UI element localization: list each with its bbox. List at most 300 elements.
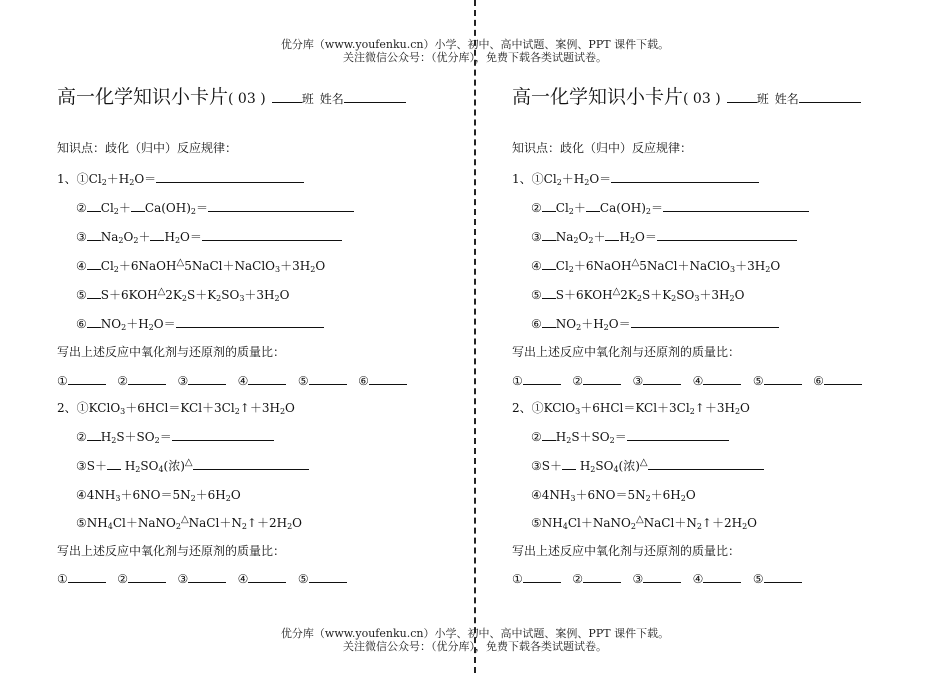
ratio-number: ⑤: [752, 374, 764, 388]
formula-part: ＝: [159, 430, 172, 444]
coef-blank: [87, 316, 101, 328]
formula-part: S＋: [86, 459, 107, 473]
coef-blank: [87, 229, 101, 241]
eq-number: ①: [76, 172, 89, 186]
subscript: 4: [107, 522, 113, 531]
ratio-number: ⑤: [297, 572, 309, 586]
name-blank: [799, 91, 861, 103]
g1-eq-1: [512, 171, 759, 187]
subscript: 2: [645, 494, 651, 503]
formula-part: ＋3H: [735, 259, 766, 273]
subscript: 4: [613, 465, 619, 474]
coef-blank: [542, 429, 556, 441]
eq-number: ⑤: [531, 288, 542, 302]
ratio-blank: [643, 571, 681, 583]
card-left: [57, 84, 477, 586]
formula-part: O: [279, 288, 290, 302]
answer-blank: [193, 458, 309, 470]
formula-part: ＋6NO＝5N: [120, 488, 191, 502]
name-label: 姓名: [319, 92, 344, 106]
formula-part: Cl＋NaNO: [112, 516, 176, 530]
eq-number: ⑤: [76, 516, 87, 530]
formula-part: S＋K: [641, 288, 672, 302]
subscript: 3: [575, 407, 581, 416]
formula-part: S＋6KOH: [555, 288, 613, 302]
subscript: 2: [154, 436, 160, 445]
formula-part: 2K: [620, 288, 637, 302]
coef-blank: [605, 229, 619, 241]
card-title: [512, 84, 932, 112]
eq-number: ①: [76, 401, 89, 415]
ratio-number: ①: [512, 572, 523, 586]
formula-part: O: [747, 516, 758, 530]
formula-part: O＝: [589, 172, 612, 186]
subscript: 3: [694, 294, 700, 303]
subscript: 2: [590, 465, 596, 474]
formula-part: NH: [86, 516, 108, 530]
eq-number: ⑤: [76, 288, 87, 302]
subscript: 3: [115, 494, 121, 503]
topic-line: 知识点：歧化（归中）反应规律：: [57, 141, 238, 155]
subscript: 3: [570, 494, 576, 503]
ratio-blank: [68, 571, 106, 583]
subscript: 2: [629, 236, 636, 245]
g1-eq-6: [57, 316, 324, 332]
g1-eq-2: [512, 200, 809, 216]
formula-part: Na: [100, 230, 119, 244]
formula-part: H: [619, 230, 630, 244]
subscript: 2: [734, 407, 741, 416]
g2-eq-2: [512, 429, 729, 445]
eq-number: ③: [531, 459, 542, 473]
subscript: 3: [730, 265, 736, 274]
answer-blank: [657, 229, 797, 241]
formula-part: O: [578, 230, 589, 244]
ratio-number: ①: [512, 374, 523, 388]
eq-number: ⑤: [531, 516, 542, 530]
ratio-blank: [583, 373, 621, 385]
formula-part: S＋K: [186, 288, 217, 302]
eq-number: ③: [76, 230, 87, 244]
formula-part: ＋6NaOH: [118, 259, 177, 273]
subscript: 2: [133, 236, 139, 245]
formula-part: O: [315, 259, 326, 273]
subscript: 2: [190, 207, 197, 216]
eq-number: ④: [531, 259, 542, 273]
subscript: 2: [568, 207, 574, 216]
subscript: 2: [696, 522, 702, 531]
g2-eq-5: [57, 515, 302, 533]
formula-part: ＝: [614, 430, 627, 444]
topic-line: 知识点：歧化（归中）反应规律：: [512, 141, 693, 155]
formula-part: H: [100, 430, 112, 444]
g2-eq-3: [57, 458, 309, 476]
card-number: ( 03 ): [683, 91, 721, 107]
eq-number: ③: [76, 459, 87, 473]
subscript: 3: [275, 265, 281, 274]
header-line-2: 关注微信公众号：（优分库），免费下载各类试题试卷。: [343, 51, 607, 64]
subscript: 2: [680, 494, 686, 503]
formula-part: SO: [140, 459, 159, 473]
coef-blank: [542, 200, 556, 212]
formula-part: NaCl＋N: [643, 516, 697, 530]
coef-blank: [131, 200, 145, 212]
ratio-row-1: [57, 373, 407, 389]
eq-number: ⑥: [531, 317, 542, 331]
formula-part: Na: [555, 230, 574, 244]
coef-blank: [150, 229, 164, 241]
ratio-row-2: [512, 571, 802, 587]
ratio-blank: [583, 571, 621, 583]
coef-blank: [87, 429, 101, 441]
subscript: 2: [556, 178, 562, 187]
g2-eq-5: [512, 515, 757, 533]
formula-part: Cl: [100, 201, 114, 215]
subscript: 2: [310, 265, 316, 274]
g1-eq-4: [57, 258, 325, 276]
eq-number: ①: [531, 401, 544, 415]
formula-part: Ca(OH): [144, 201, 191, 215]
eq-number: ④: [531, 488, 542, 502]
class-blank: [272, 91, 302, 103]
subscript: 4: [562, 522, 568, 531]
eq-number: ③: [531, 230, 542, 244]
ratio-blank: [703, 571, 741, 583]
subscript: 2: [573, 236, 579, 245]
subscript: 3: [239, 294, 245, 303]
formula-part: Cl: [100, 259, 114, 273]
ratio-blank: [248, 373, 286, 385]
formula-part: H: [579, 459, 591, 473]
subscript: 2: [174, 236, 181, 245]
formula-part: O＝: [635, 230, 657, 244]
ratio-blank: [248, 571, 286, 583]
subscript: 2: [135, 465, 141, 474]
subscript: 2: [609, 436, 615, 445]
formula-part: ＋3H: [244, 288, 275, 302]
subscript: 2: [175, 522, 181, 531]
subscript: 2: [118, 236, 124, 245]
formula-part: ＋3H: [280, 259, 311, 273]
ratio-blank: [523, 373, 561, 385]
subscript: 2: [101, 178, 107, 187]
group-1-label: 1、: [57, 172, 77, 186]
formula-part: O＝: [180, 230, 202, 244]
formula-part: S＋6KOH: [100, 288, 158, 302]
answer-blank: [631, 316, 779, 328]
formula-part: Ca(OH): [599, 201, 646, 215]
name-blank: [344, 91, 406, 103]
subscript: 2: [129, 178, 135, 187]
g2-eq-2: [57, 429, 274, 445]
coef-blank: [87, 258, 101, 270]
formula-part: 2K: [165, 288, 182, 302]
coef-blank: [107, 458, 121, 470]
formula-part: ＋H: [126, 317, 149, 331]
formula-part: ↑＋2H: [246, 516, 288, 530]
card-number: ( 03 ): [228, 91, 266, 107]
subscript: 2: [148, 323, 154, 332]
heat-icon: △: [180, 514, 189, 525]
g1-eq-3: [57, 229, 342, 245]
ratio-number: ①: [57, 572, 68, 586]
formula-part: ↑＋3H: [239, 401, 280, 415]
ratio-number: ②: [572, 572, 583, 586]
subscript: 2: [729, 294, 735, 303]
formula-part: ＋6HCl＝KCl＋3Cl: [125, 401, 235, 415]
ratio-prompt-2: 写出上述反应中氧化剂与还原剂的质量比：: [57, 544, 286, 558]
subscript: 2: [742, 522, 748, 531]
ratio-blank: [68, 373, 106, 385]
formula-part: ＝: [196, 201, 209, 215]
ratio-blank: [309, 373, 347, 385]
formula-part: O: [285, 401, 295, 415]
subscript: 2: [671, 294, 677, 303]
g1-eq-1: [57, 171, 304, 187]
formula-part: 5NaCl＋NaClO: [184, 259, 276, 273]
g2-eq-1: [57, 400, 295, 416]
group-2-label: 2、: [512, 401, 532, 415]
formula-part: Cl＋NaNO: [567, 516, 631, 530]
formula-part: S＋SO: [116, 430, 155, 444]
ratio-number: ①: [57, 374, 68, 388]
title-text: 高一化学知识小卡片: [57, 86, 229, 108]
g1-eq-6: [512, 316, 779, 332]
ratio-number: ②: [117, 572, 128, 586]
heat-icon: △: [635, 514, 644, 525]
ratio-row-2: [57, 571, 347, 587]
formula-part: ＋6HCl＝KCl＋3Cl: [580, 401, 690, 415]
formula-part: ＋6NaOH: [573, 259, 632, 273]
class-blank: [727, 91, 757, 103]
subscript: 2: [630, 522, 636, 531]
formula-part: ＋: [573, 201, 586, 215]
formula-part: ＋: [593, 230, 606, 244]
eq-number: ①: [531, 172, 544, 186]
subscript: 2: [216, 294, 222, 303]
subscript: 2: [190, 494, 196, 503]
formula-part: O: [230, 488, 241, 502]
subscript: 2: [566, 436, 572, 445]
ratio-blank: [188, 571, 226, 583]
subscript: 2: [111, 436, 117, 445]
subscript: 2: [645, 207, 652, 216]
header-line-1: 优分库（www.youfenku.cn）小学、初中、高中试题、案例、PPT 课件下载。: [280, 38, 670, 51]
answer-blank: [648, 458, 764, 470]
subscript: 2: [689, 407, 695, 416]
formula-part: S＋SO: [571, 430, 610, 444]
formula-part: ＋: [138, 230, 151, 244]
formula-part: H: [164, 230, 175, 244]
ratio-number: ⑥: [358, 374, 369, 388]
card-right: [512, 84, 932, 586]
heat-icon: △: [612, 286, 621, 297]
formula-part: O: [734, 288, 745, 302]
g2-eq-4: [57, 487, 241, 503]
group-1-label: 1、: [512, 172, 532, 186]
subscript: 2: [568, 265, 574, 274]
subscript: 2: [113, 265, 119, 274]
g2-eq-1: [512, 400, 750, 416]
formula-part: S＋: [541, 459, 562, 473]
formula-part: NH: [541, 516, 563, 530]
heat-icon: △: [157, 286, 166, 297]
formula-part: O: [123, 230, 134, 244]
answer-blank: [176, 316, 324, 328]
heat-icon: △: [184, 457, 193, 468]
formula-part: 5NaCl＋NaClO: [639, 259, 731, 273]
ratio-blank: [309, 571, 347, 583]
formula-part: ＋H: [581, 317, 604, 331]
formula-part: O: [292, 516, 303, 530]
subscript: 2: [241, 522, 247, 531]
ratio-blank: [128, 571, 166, 583]
answer-blank: [611, 171, 759, 183]
answer-blank: [202, 229, 342, 241]
subscript: 2: [181, 294, 187, 303]
class-label: 班: [301, 92, 314, 106]
formula-part: H: [555, 430, 567, 444]
formula-part: O: [740, 401, 750, 415]
formula-part: ↑＋2H: [701, 516, 743, 530]
formula-part: Cl: [555, 201, 569, 215]
formula-part: 4NH: [86, 488, 116, 502]
subscript: 2: [636, 294, 642, 303]
name-label: 姓名: [774, 92, 799, 106]
footer-line-2: 关注微信公众号：（优分库），免费下载各类试题试卷。: [343, 640, 607, 653]
ratio-blank: [369, 373, 407, 385]
coef-blank: [87, 200, 101, 212]
g1-eq-4: [512, 258, 780, 276]
ratio-number: ②: [572, 374, 583, 388]
formula-part: O: [770, 259, 781, 273]
footer-banner: [0, 627, 950, 653]
ratio-row-1: [512, 373, 862, 389]
coef-blank: [586, 200, 600, 212]
eq-number: ④: [76, 259, 87, 273]
formula-part: (浓): [618, 459, 640, 473]
g2-eq-3: [512, 458, 764, 476]
ratio-blank: [523, 571, 561, 583]
subscript: 2: [287, 522, 293, 531]
ratio-blank: [128, 373, 166, 385]
eq-number: ②: [531, 430, 542, 444]
answer-blank: [172, 429, 274, 441]
ratio-number: ④: [692, 572, 704, 586]
ratio-blank: [764, 571, 802, 583]
ratio-number: ④: [237, 374, 249, 388]
coef-blank: [542, 316, 556, 328]
g1-eq-5: [57, 287, 289, 305]
ratio-number: ⑤: [752, 572, 764, 586]
coef-blank: [542, 287, 556, 299]
formula-part: Cl: [543, 172, 557, 186]
coef-blank: [542, 229, 556, 241]
formula-part: SO: [595, 459, 614, 473]
formula-part: ＋6H: [195, 488, 226, 502]
subscript: 2: [274, 294, 280, 303]
g1-eq-3: [512, 229, 797, 245]
ratio-number: ④: [692, 374, 704, 388]
subscript: 2: [279, 407, 286, 416]
formula-part: O＝: [153, 317, 176, 331]
formula-part: ＝: [651, 201, 664, 215]
ratio-number: ②: [117, 374, 128, 388]
formula-part: ＋6H: [650, 488, 681, 502]
ratio-number: ④: [237, 572, 249, 586]
group-2-label: 2、: [57, 401, 77, 415]
ratio-prompt-1: 写出上述反应中氧化剂与还原剂的质量比：: [512, 345, 741, 359]
g1-eq-5: [512, 287, 744, 305]
formula-part: ＋6NO＝5N: [575, 488, 646, 502]
formula-part: H: [124, 459, 136, 473]
subscript: 2: [576, 323, 582, 332]
subscript: 4: [158, 465, 164, 474]
class-label: 班: [756, 92, 769, 106]
ratio-blank: [703, 373, 741, 385]
heat-icon: △: [639, 457, 648, 468]
title-text: 高一化学知识小卡片: [512, 86, 684, 108]
subscript: 2: [121, 323, 127, 332]
subscript: 2: [113, 207, 119, 216]
answer-blank: [208, 200, 354, 212]
eq-number: ②: [76, 430, 87, 444]
eq-number: ⑥: [76, 317, 87, 331]
ratio-number: ⑤: [297, 374, 309, 388]
answer-blank: [156, 171, 304, 183]
g2-eq-4: [512, 487, 696, 503]
card-title: [57, 84, 477, 112]
formula-part: Cl: [555, 259, 569, 273]
formula-part: ＋H: [561, 172, 585, 186]
heat-icon: △: [176, 257, 185, 268]
footer-line-1: 优分库（www.youfenku.cn）小学、初中、高中试题、案例、PPT 课件下载。: [280, 627, 670, 640]
ratio-blank: [764, 373, 802, 385]
formula-part: NO: [555, 317, 577, 331]
ratio-prompt-1: 写出上述反应中氧化剂与还原剂的质量比：: [57, 345, 286, 359]
formula-part: O: [685, 488, 696, 502]
coef-blank: [87, 287, 101, 299]
formula-part: SO: [676, 288, 695, 302]
subscript: 2: [588, 236, 594, 245]
eq-number: ②: [531, 201, 542, 215]
ratio-blank: [188, 373, 226, 385]
subscript: 2: [584, 178, 590, 187]
ratio-number: ⑥: [813, 374, 824, 388]
formula-part: SO: [221, 288, 240, 302]
formula-part: NO: [100, 317, 122, 331]
ratio-blank: [824, 373, 862, 385]
ratio-number: ③: [632, 572, 644, 586]
coef-blank: [542, 258, 556, 270]
subscript: 2: [765, 265, 771, 274]
eq-number: ②: [76, 201, 87, 215]
subscript: 2: [225, 494, 231, 503]
formula-part: 4NH: [541, 488, 571, 502]
formula-part: ↑＋3H: [694, 401, 735, 415]
eq-number: ④: [76, 488, 87, 502]
answer-blank: [627, 429, 729, 441]
formula-part: KClO: [88, 401, 121, 415]
formula-part: KClO: [543, 401, 576, 415]
formula-part: Cl: [88, 172, 102, 186]
coef-blank: [562, 458, 576, 470]
formula-part: ＋H: [106, 172, 130, 186]
ratio-number: ③: [177, 572, 189, 586]
ratio-prompt-2: 写出上述反应中氧化剂与还原剂的质量比：: [512, 544, 741, 558]
formula-part: (浓): [163, 459, 185, 473]
formula-part: ＋3H: [699, 288, 730, 302]
